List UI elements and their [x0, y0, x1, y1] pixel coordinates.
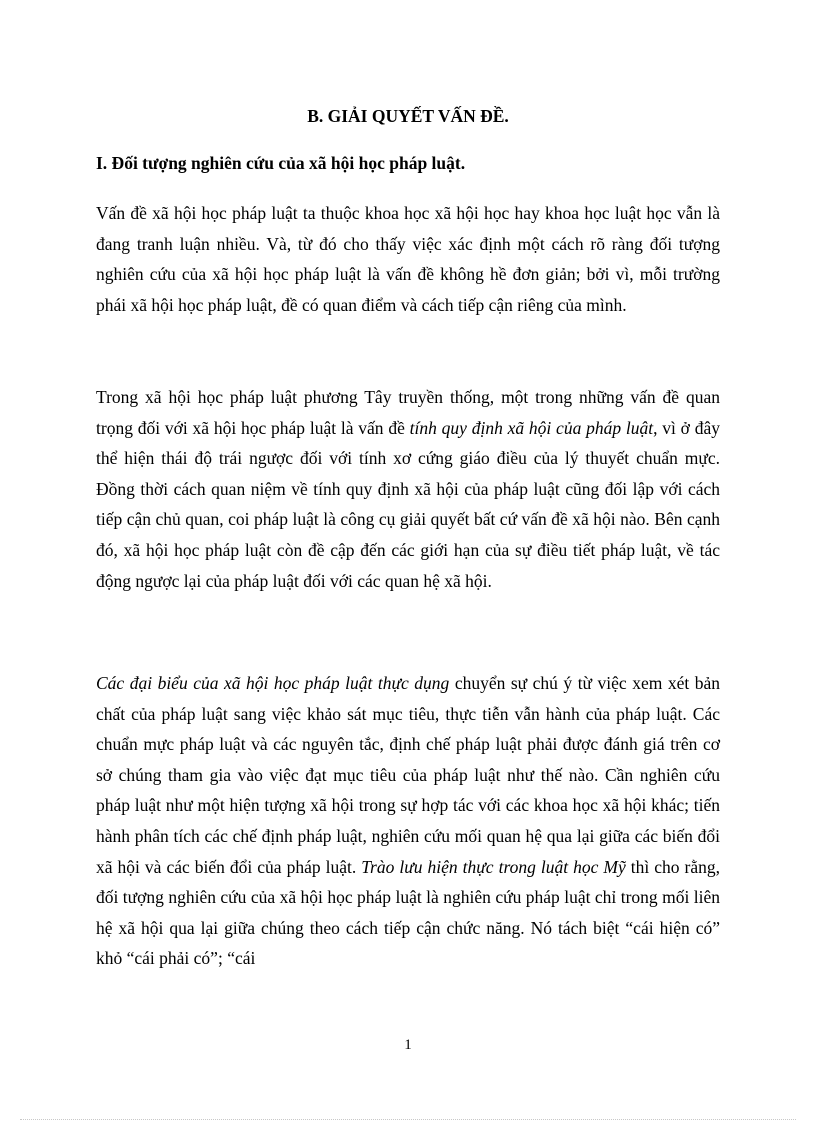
- paragraph-3-italic-term-1: Các đại biểu của xã hội học pháp luật thực dụng: [96, 673, 450, 693]
- paragraph-3-text-2: thì cho rằng, đối tượng nghiên cứu của xã hội học pháp luật là nghiên cứu pháp luật chỉ trong mối liên hệ xã hội qua lại giữa chúng theo cách tiếp cận chức năng. Nó tách biệt “cái hiện có” khỏ “cái phải có”; “cái: [96, 856, 721, 969]
- paragraph-2-text-before: Trong xã hội học pháp luật phương Tây truyền thống, một trong những vấn đề quan trọng đối với xã hội học pháp luật là vấn đề: [96, 387, 720, 438]
- page-number: 1: [404, 1037, 412, 1053]
- paragraph-3-italic-term-2: Trào lưu hiện thực trong luật học Mỹ: [361, 856, 626, 877]
- paragraph-3: [96, 668, 720, 974]
- section-title: I. Đối tượng nghiên cứu của xã hội học pháp luật.: [96, 153, 466, 173]
- paragraph-3-text-1: chuyển sự chú ý từ việc xem xét bản chất của pháp luật sang việc khảo sát mục tiêu, thực tiễn vẫn hành của pháp luật. Các chuẩn mực pháp luật và các nguyên tắc, định chế pháp luật phải được đánh giá trên cơ sở chúng tham gia vào việc đạt mục tiêu của pháp luật như thế nào. Cần nghiên cứu pháp luật như một hiện tượng xã hội trong sự hợp tác với các khoa học xã hội khác; tiến hành phân tích các chế định pháp luật, nghiên cứu mối quan hệ qua lại giữa các biến đổi xã hội và các biến đổi của pháp luật.: [96, 673, 720, 877]
- chapter-heading: B. GIẢI QUYẾT VẤN ĐỀ.: [307, 106, 509, 126]
- page-edge-divider: [20, 1119, 796, 1120]
- paragraph-2-text-after: , vì ở đây thể hiện thái độ trái ngược đối với tính xơ cứng giáo điều của lý thuyết chuẩn mực. Đồng thời cách quan niệm về tính quy định xã hội của pháp luật cũng đối lập với cách tiếp cận chủ quan, coi pháp luật là công cụ giải quyết bất cứ vấn đề xã hội nào. Bên cạnh đó, xã hội học pháp luật còn đề cập đến các giới hạn của sự điều tiết pháp luật, về tác động ngược lại của pháp luật đối với các quan hệ xã hội.: [96, 417, 720, 591]
- paragraph-2: [96, 382, 720, 596]
- paragraph-2-italic-term: tính quy định xã hội của pháp luật: [409, 417, 654, 438]
- paragraph-1: Vấn đề xã hội học pháp luật ta thuộc khoa học xã hội học hay khoa học luật học vẫn là đang tranh luận nhiều. Và, từ đó cho thấy việc xác định một cách rõ ràng đối tượng nghiên cứu của xã hội học pháp luật là vấn đề không hề đơn giản; bởi vì, mỗi trường phái xã hội học pháp luật, đề có quan điểm và cách tiếp cận riêng của mình.: [96, 203, 720, 315]
